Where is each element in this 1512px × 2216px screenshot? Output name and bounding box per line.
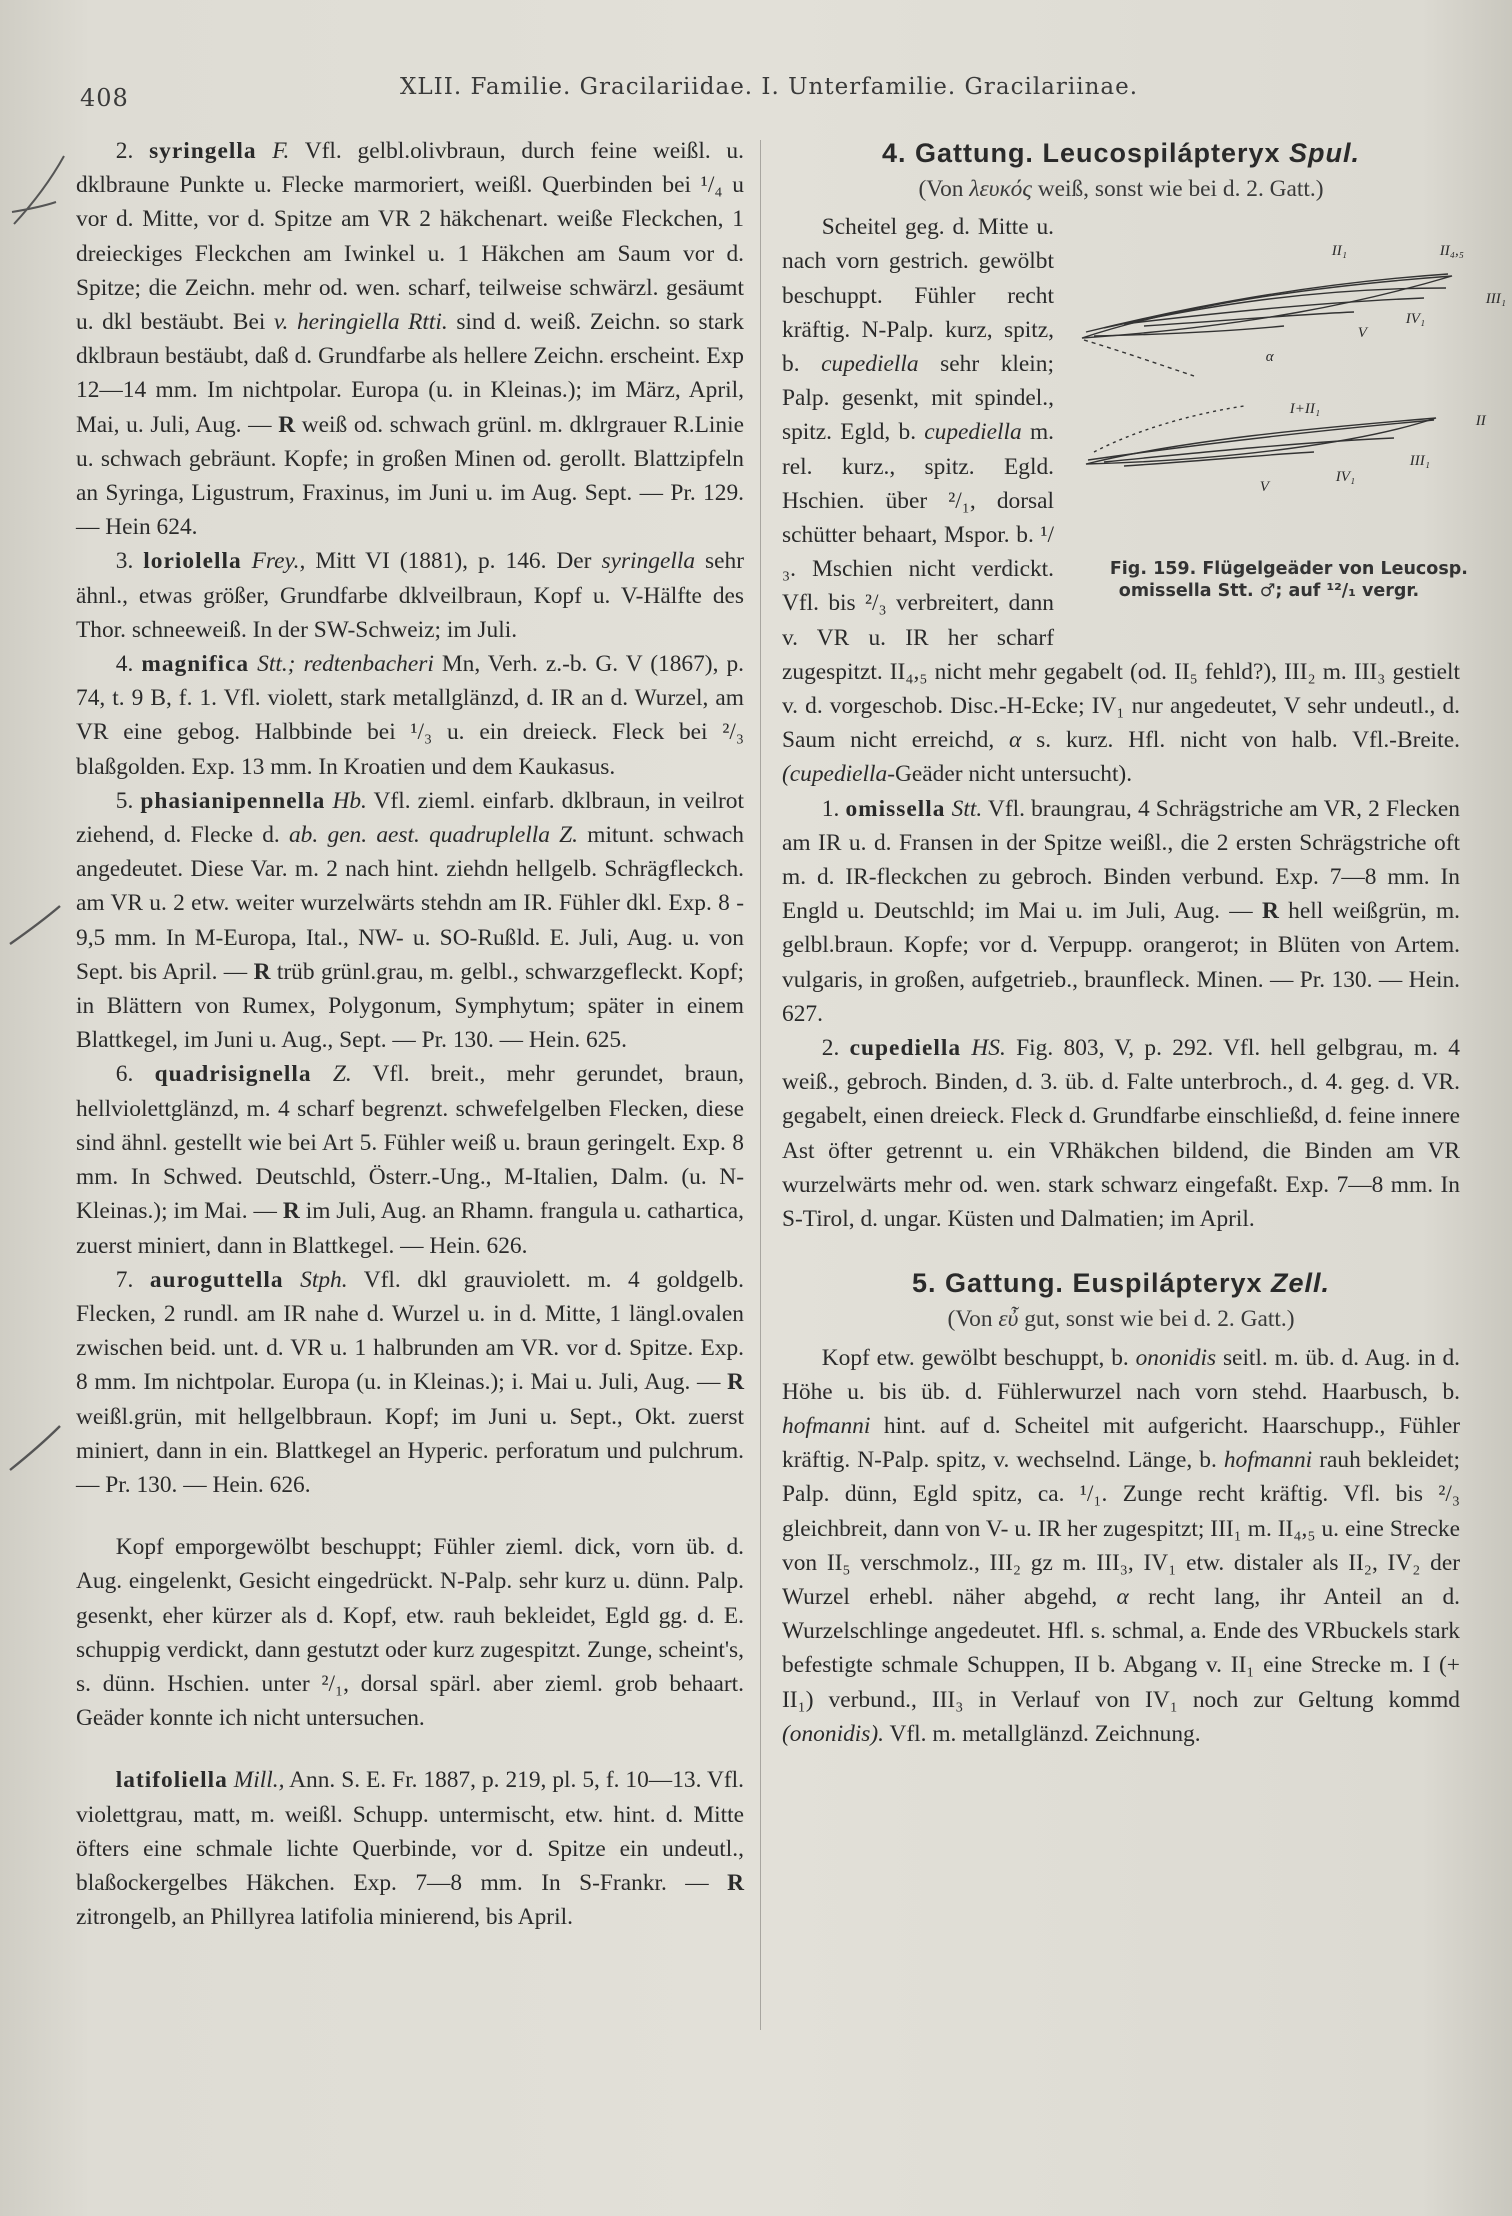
species-entry-magnifica: 4. magnifica Stt.; redtenbacheri Mn, Verh. z.-b. G. V (1867), p. 74, t. 9 B, f. 1. Vfl. violett, stark metallglänzd, d. IR an d. Wurzel, am VR eine gebog. Halbbinde bei ¹/₃ u. ein dreieck. Fleck bei ²/₃ blaßgolden. Exp. 13 mm. In Kroatien und dem Kaukasus.: [76, 651, 745, 780]
species-entry-loriolella: 3. loriolella Frey., Mitt VI (1881), p. 146. Der syringella sehr ähnl., etwas größer, Grundfarbe dklveilbraun, Kopf u. V-Hälfte des Thor. schneeweiß. In der SW-Schweiz; im Juli.: [76, 548, 744, 643]
margin-pencil-mark: [6, 1420, 66, 1476]
species-name: loriolella: [143, 548, 242, 575]
figure-caption: Fig. 159. Flügelgeäder von Leucosp. omissella Stt. ♂; auf ¹²/₁ vergr.: [1109, 559, 1468, 602]
page-number: 408: [80, 84, 129, 112]
fig-label: V: [1259, 479, 1269, 496]
species-name: syringella: [149, 138, 257, 164]
species-name: auroguttella: [149, 1266, 284, 1293]
right-column: [782, 134, 1506, 1751]
species-name: omissella: [845, 795, 946, 822]
species-name: phasianipennella: [140, 787, 326, 814]
species-name: magnifica: [141, 651, 250, 678]
species-entry-latifoliella: latifoliella Mill., Ann. S. E. Fr. 1887, p. 219, pl. 5, f. 10—13. Vfl. violettgrau, matt, m. weißl. Schupp. untermischt, etw. hint. d. Mitte öfters eine schmale lichte Querbinde, vor d. Spitze ein undeutl., blaßockergelbes Häkchen. Exp. 7—8 mm. In S-Frankr. — R zitrongelb, an Phillyrea latifolia minierend, bis April.: [76, 1767, 744, 1931]
margin-pencil-mark: [4, 150, 74, 230]
fig-label: II₄,₅: [1439, 243, 1464, 260]
left-column: [76, 134, 744, 1934]
fig-label: III₁: [1485, 291, 1506, 308]
species-entry-auroguttella: 7. auroguttella Stph. Vfl. dkl grauviolett. m. 4 goldgelb. Flecken, 2 rundl. am IR nahe d. Wurzel u. in d. Mitte, 1 längl.ovalen zwischen beid. unt. d. VR u. 1 halbrunden am VR. vor d. Spitze. Exp. 8 mm. Im nichtpolar. Europa (u. in Kleinas.); i. Mai u. Juli, Aug. — R weißl.grün, mit hellgelbbraun. Kopf; im Juni u. Sept., Okt. zuerst miniert, dann in ein. Blattkegel an Hyperic. perforatum und pulchrum. — Pr. 130. — Hein. 626.: [76, 1266, 744, 1498]
fig-label: IV₁: [1405, 311, 1426, 328]
fig-label: α: [1265, 349, 1274, 366]
genus-etymology: (Von λευκός weiß, sonst wie bei d. 2. Gatt.): [918, 176, 1324, 202]
genus-etymology: (Von εὖ gut, sonst wie bei d. 2. Gatt.): [947, 1306, 1295, 1333]
genus-description-leucospilapteryx: II₁ II₄,₅ III₁ IV₁ V α I+II₁ II III₁ IV₁ V Fig. 159. Flügelgeäder von Leucosp. omissella Stt. ♂; auf ¹²/₁ vergr. Scheitel geg. d. Mitte u. nach vorn gestrich. gewölbt beschuppt. Fühler recht kräftig. N-Palp. kurz, spitz, b. cupediella sehr klein; Palp. gesenkt, mit spindel., spitz. Egld, b. cupediella m. rel. kurz., spitz. Egld. Hschien. über ²/₁, dorsal schütter behaart, Mspor. b. ¹/₃. Mschien nicht verdickt. Vfl. bis ²/₃ verbreitert, dann v. VR u. IR her scharf zugespitzt. II₄,₅ nicht mehr gegabelt (od. II₅ fehld?), III₂ m. III₃ gestielt v. d. vorgeschob. Disc.-H-Ecke; IV₁ nur angedeutet, V sehr undeutl., d. Saum nicht erreichd, α s. kurz. Hfl. nicht von halb. Vfl.-Breite. (cupediella-Geäder nicht untersucht).: [782, 214, 1506, 788]
species-name: cupediella: [849, 1035, 962, 1062]
running-header: [80, 74, 1460, 114]
species-entry-phasianipennella: 5. phasianipennella Hb. Vfl. zieml. einfarb. dklbraun, in veilrot ziehend, d. Flecke d. ab. gen. aest. quadruplella Z. mitunt. schwach angedeutet. Diese Var. m. 2 nach hint. ziehdn hellgelb. Schrägfleckch. am VR u. 2 etw. weiter wurzelwärts stehdn am IR. Fühler dkl. Exp. 8 - 9,5 mm. In M-Europa, Ital., NW- u. SO-Rußld. E. Juli, Aug. u. von Sept. bis April. — R trüb grünl.grau, m. gelbl., schwarzgefleckt. Kopf; in Blättern von Rumex, Polygonum, Symphytum; später in einem Blattkegel, im Juni u. Aug., Sept. — Pr. 130. — Hein. 625.: [76, 787, 744, 1054]
genus-description-paragraph: Kopf emporgewölbt beschuppt; Fühler zieml. dick, vorn üb. d. Aug. eingelenkt, Gesicht eingedrückt. N-Palp. sehr kurz u. dünn. Palp. gesenkt, eher kürzer als d. Kopf, etw. rauh bekleidet, Egld gg. d. E. schuppig verdickt, dann gestutzt oder kurz zugespitzt. Zunge, scheint's, s. dünn. Hschien. unter ²/₁, dorsal spärl. aber zieml. grob behaart. Geäder konnte ich nicht untersuchen.: [76, 1534, 744, 1732]
running-title: XLII. Familie. Gracilariidae. I. Unterfamilie. Gracilariinae.: [400, 74, 1139, 100]
genus-heading-euspilapteryx: 5. Gattung. Euspilápteryx Zell.: [911, 1268, 1331, 1299]
fig-label: I+II₁: [1289, 401, 1321, 418]
species-name: quadrisignella: [154, 1061, 312, 1088]
genus-description-euspilapteryx: Kopf etw. gewölbt beschuppt, b. ononidis seitl. m. üb. d. Aug. in d. Höhe u. bis üb. d. Fühlerwurzel nach vorn stehd. Haarbusch, b. hofmanni hint. auf d. Scheitel mit aufgericht. Haarschupp., Fühler kräftig. N-Palp. spitz, v. wechselnd. Länge, b. hofmanni rauh bekleidet; Palp. dünn, Egld spitz, ca. ¹/₁. Zunge recht kräftig. Vfl. bis ²/₃ gleichbreit, dann von V- u. IR her zugespitzt; III₁ m. II₄,₅ u. eine Strecke von II₅ verschmolz., III₂ gz m. III₃, IV₁ etw. distaler als II₂, IV₂ der Wurzel erhebl. näher abgehd, α recht lang, ihr Anteil an d. Wurzelschlinge angedeutet. Hfl. s. schmal, a. Ende des VRbuckels stark befestigte schmale Schuppen, II b. Abgang v. II₁ eine Strecke m. I (+ II₁) verbund., III₃ in Verlauf von IV₁ noch zur Geltung kommd (ononidis). Vfl. m. metallglänzd. Zeichnung.: [782, 1344, 1460, 1747]
fig-label: II₁: [1331, 243, 1347, 260]
column-divider: [760, 140, 761, 2030]
species-name: latifoliella: [115, 1767, 228, 1794]
fig-label: II: [1475, 413, 1486, 430]
fig-label: III₁: [1409, 453, 1430, 470]
wing-venation-figure: [1064, 216, 1506, 636]
species-entry-cupediella: 2. cupediella HS. Fig. 803, V, p. 292. Vfl. hell gelbgrau, m. 4 weiß., gebroch. Binden, d. 3. üb. d. Falte unterbroch., d. 4. geg. d. VR. gegabelt, einen dreieck. Fleck d. Grundfarbe einschließd, d. feine innere Ast öfter getrennt u. ein VRhäkchen bildend, die Binden am VR wurzelwärts mehr od. wen. stark schwarz eingefaßt. Exp. 7—8 mm. In S-Tirol, d. ungar. Küsten und Dalmatien; im April.: [782, 1035, 1460, 1233]
margin-pencil-mark: [6, 900, 66, 950]
species-entry-omissella: 1. omissella Stt. Vfl. braungrau, 4 Schrägstriche am VR, 2 Flecken am IR u. d. Fransen in der Spitze weißl., die 2 ersten Schrägstriche oft m. d. IR-fleckchen zu gebroch. Binden verbund. Exp. 7—8 mm. In Engld u. Deutschld; im Mai u. im Juli, Aug. — R hell weißgrün, m. gelbl.braun. Kopfe; vor d. Verpupp. orangerot; in Blüten von Artem. vulgaris, in großen, aufgetrieb., braunfleck. Minen. — Pr. 130. — Hein. 627.: [782, 795, 1460, 1027]
species-entry-syringella: 2. syringella F. Vfl. gelbl.olivbraun, durch feine weißl. u. dklbraune Punkte u. Flecke marmoriert, weißl. Querbinden bei ¹/₄ u vor d. Mitte, vor d. Spitze am VR 2 häkchenart. weiße Fleckchen, 1 dreieckiges Fleckchen am Iwinkel u. 1 Häkchen am Saum vor d. Spitze; die Zeichn. mehr od. wen. scharf, teilweise schwärzl. gesäumt u. dkl bestäubt. Bei v. heringiella Rtti. sind d. weiß. Zeichn. so stark dklbraun bestäubt, daß d. Grundfarbe als hellere Zeichn. erscheint. Exp 12—14 mm. Im nichtpolar. Europa (u. in Kleinas.); im März, April, Mai, u. Juli, Aug. — R weiß od. schwach grünl. m. dklrgrauer R.Linie u. schwach gebräunt. Kopfe; in großen Minen od. gerollt. Blattzipfeln an Syringa, Ligustrum, Fraxinus, im Juni u. im Aug. Sept. — Pr. 129. — Hein 624.: [76, 138, 744, 541]
fig-label: V: [1357, 325, 1367, 342]
genus-heading-leucospilapteryx: 4. Gattung. Leucospilápteryx Spul.: [881, 138, 1361, 168]
species-entry-quadrisignella: 6. quadrisignella Z. Vfl. breit., mehr gerundet, braun, hellviolettglänzd, m. 4 scharf begrenzt. schwefelgelben Flecken, diese sind ähnl. gestellt wie bei Art 5. Fühler weiß u. braun geringelt. Exp. 8 mm. In Schwed. Deutschld, Österr.-Ung., M-Italien, Dalm. (u. N-Kleinas.); im Mai. — R im Juli, Aug. an Rhamn. frangula u. cathartica, zuerst miniert, dann in Blattkegel. — Hein. 626.: [76, 1061, 744, 1259]
fig-label: IV₁: [1335, 469, 1356, 486]
